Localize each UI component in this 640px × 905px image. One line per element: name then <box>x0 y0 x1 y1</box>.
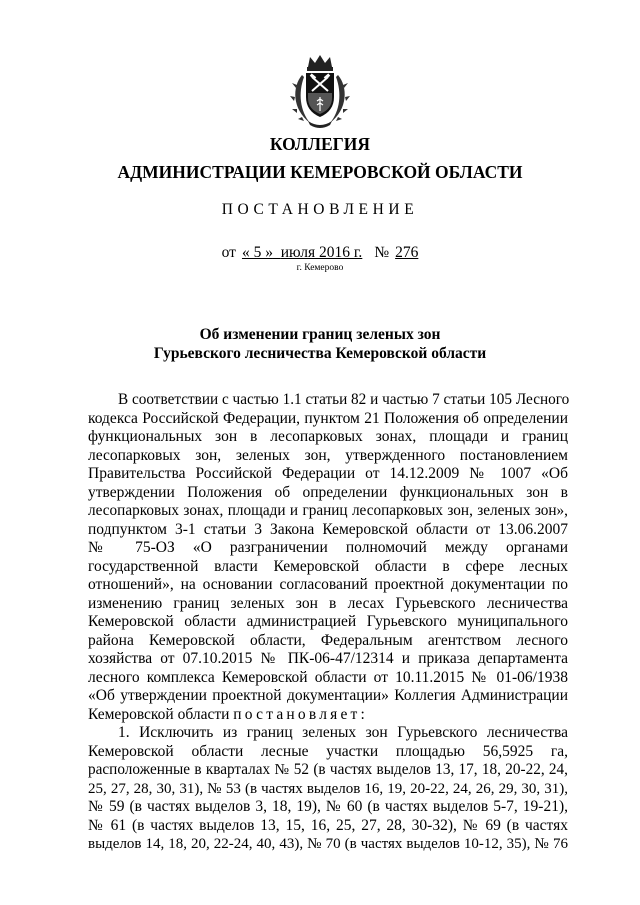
body-line: отношений», на основании согласований проектной документации по <box>88 576 568 593</box>
item-1-line: Кемеровской области лесные участки площадью 56,5925 га, <box>88 742 568 760</box>
body-line: Правительства Российской Федерации от 14.12.2009 № 1007 «Об <box>88 465 568 482</box>
number-sign: № <box>374 244 390 261</box>
body-line: хозяйства от 07.10.2015 № ПК-06-47/12314 и приказа департамента <box>88 650 568 667</box>
document-body <box>88 391 568 854</box>
authority-line-1: КОЛЛЕГИЯ <box>269 134 371 154</box>
body-line: лесного комплекса Кемеровской области от 10.11.2015 № 01-06/1938 <box>88 668 568 686</box>
resolve-prefix: Кемеровской области <box>88 705 230 723</box>
item-1-line: 25, 27, 28, 30, 31), № 53 (в частях выделов 16, 19, 20-22, 24, 26, 29, 30, 31), <box>88 780 568 797</box>
resolve-line <box>88 706 568 725</box>
title-line-1: Об изменении границ зеленых зон <box>199 326 441 343</box>
body-line: № 75-ОЗ «О разграничении полномочий между органами <box>88 539 568 556</box>
item-1-line: выделов 14, 18, 20, 22-24, 40, 43), № 70 (в частях выделов 10-12, 35), № 76 <box>88 836 568 852</box>
date-prefix: от <box>221 244 236 261</box>
body-line: района Кемеровской области, Федеральным агентством лесного <box>88 631 568 649</box>
place-of-issue: г. Кемерово <box>296 263 344 273</box>
document-type: ПОСТАНОВЛЕНИЕ <box>221 201 419 218</box>
resolve-word: постановляет: <box>233 705 369 723</box>
body-line: изменению границ зеленых зон в лесах Гурьевского лесничества <box>88 594 568 612</box>
date-month-year: июля 2016 г. <box>280 244 363 261</box>
body-line: утверждении Положения об определении функциональных зон в <box>88 483 568 501</box>
body-line: лесопарковых зонах, площади и границ лесопарковых зон, зеленых зон», <box>88 502 568 519</box>
coat-of-arms-icon <box>288 53 352 129</box>
body-line: лесопарковых зон, зеленых зон, утвержденного постановлением <box>88 446 568 464</box>
item-1-line: № 61 (в частях выделов 13, 15, 16, 25, 27, 28, 30-32), № 69 (в частях <box>88 816 568 834</box>
document-title <box>0 325 640 363</box>
body-line: государственной власти Кемеровской области в сфере лесных <box>88 557 568 575</box>
body-line: В соответствии с частью 1.1 статьи 82 и частью 7 статьи 105 Лесного <box>118 391 570 408</box>
item-1-line: 1. Исключить из границ зеленых зон Гурьевского лесничества <box>118 724 568 741</box>
date-number-line <box>0 244 640 262</box>
body-line: «Об утверждении проектной документации» Коллегия Администрации <box>88 687 568 704</box>
title-line-2: Гурьевского лесничества Кемеровской области <box>153 345 487 362</box>
body-line: подпунктом 3-1 статьи 3 Закона Кемеровской области от 13.06.2007 <box>88 520 568 538</box>
authority-line-2: АДМИНИСТРАЦИИ КЕМЕРОВСКОЙ ОБЛАСТИ <box>117 162 523 182</box>
body-line: функциональных зон в лесопарковых зонах, площади и границ <box>88 428 568 445</box>
item-1-line: расположенные в кварталах № 52 (в частях выделов 13, 17, 18, 20-22, 24, <box>88 761 568 778</box>
document-number: 276 <box>395 244 419 261</box>
body-line: Кемеровской области администрацией Гурьевского муниципального <box>88 613 568 630</box>
body-line: кодекса Российской Федерации, пунктом 21 Положения об определении <box>88 409 568 427</box>
item-1-line: № 59 (в частях выделов 3, 18, 19), № 60 (в частях выделов 5-7, 19-21), <box>88 798 568 815</box>
date-day: « 5 » <box>241 244 273 261</box>
